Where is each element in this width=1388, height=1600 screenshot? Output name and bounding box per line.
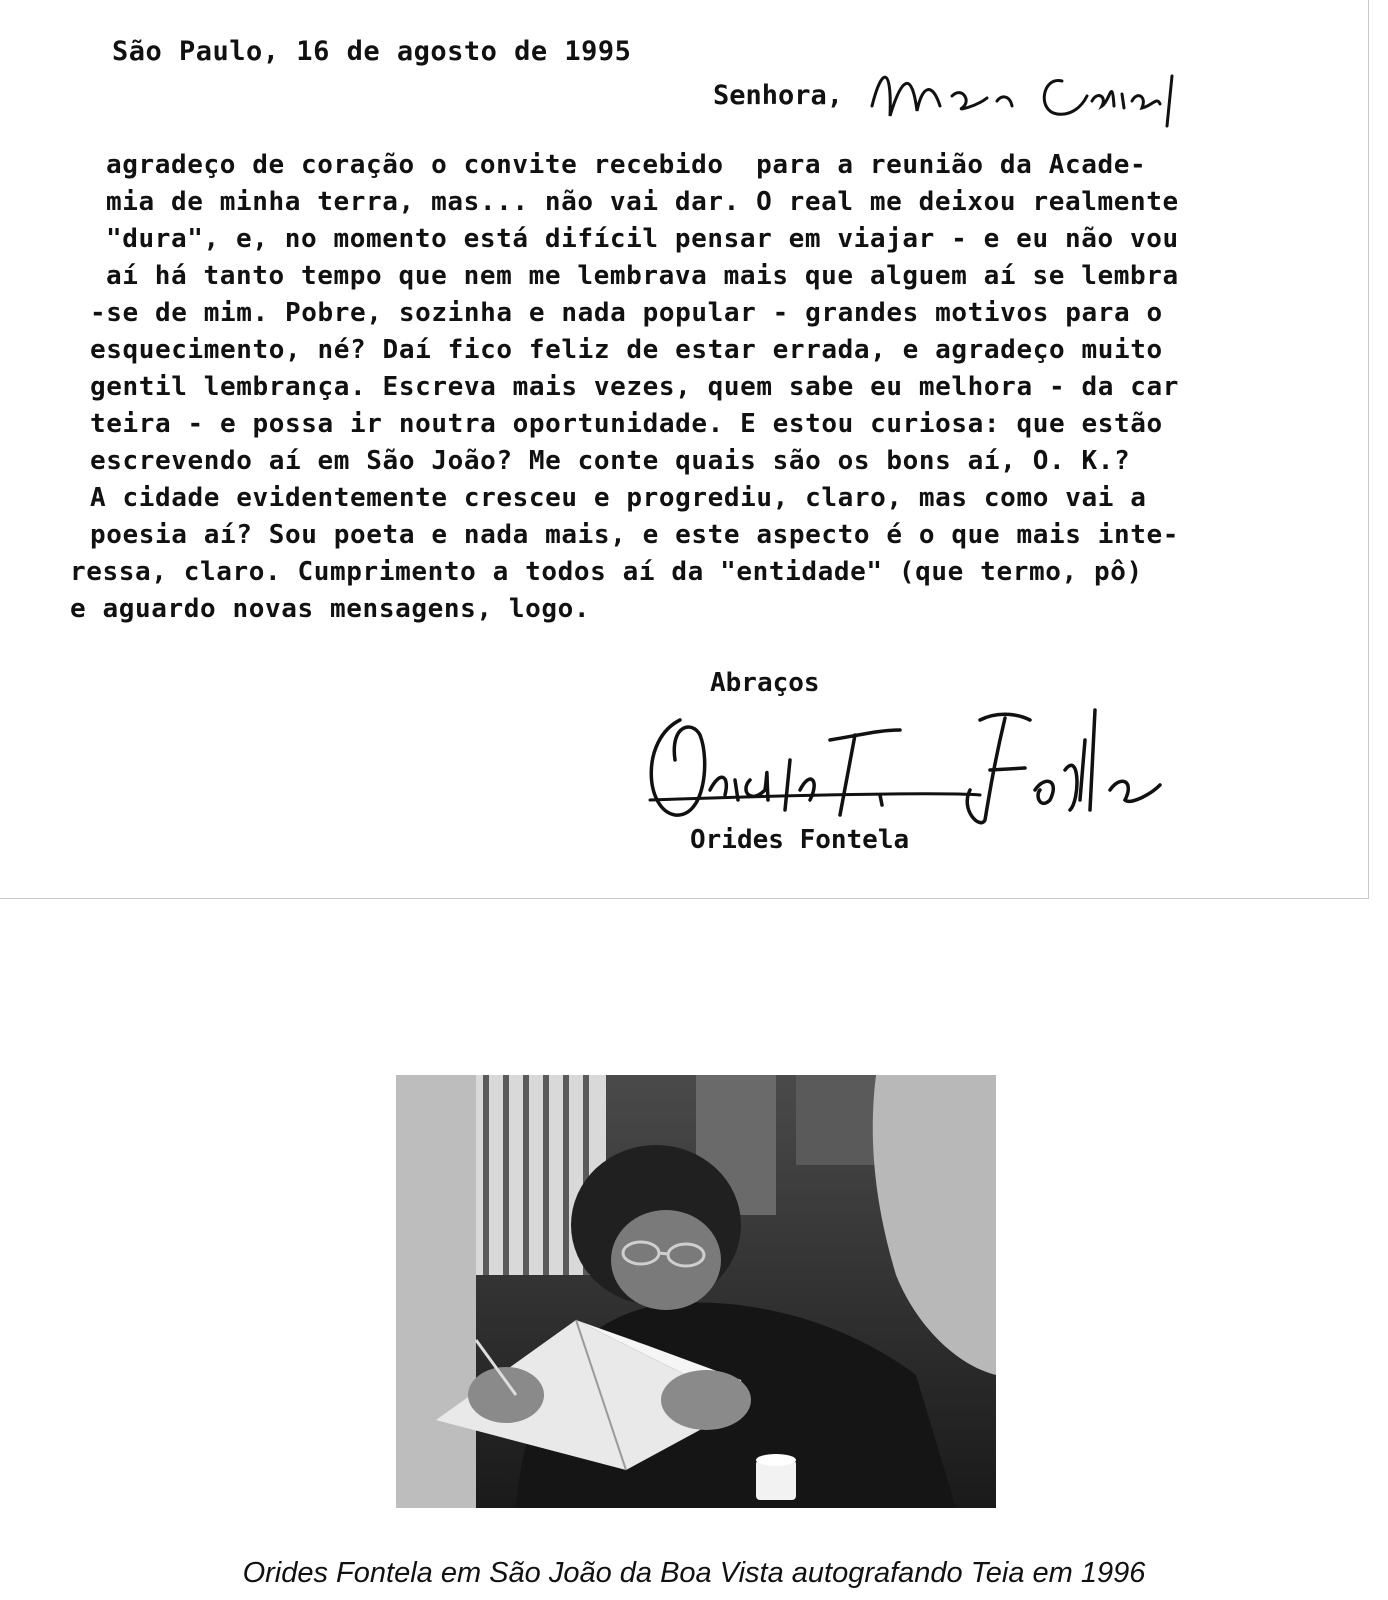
letter-line: A cidade evidentemente cresceu e progrediu, claro, mas como vai a: [90, 483, 1147, 513]
letter-line: esquecimento, né? Daí fico feliz de estar errada, e agradeço muito: [90, 335, 1163, 365]
letter-salutation: Senhora,: [713, 80, 844, 111]
letter-line: "dura", e, no momento está difícil pensar em viajar - e eu não vou: [106, 224, 1179, 254]
letter-line: agradeço de coração o convite recebido para a reunião da Acade-: [106, 150, 1147, 180]
letter-line: poesia aí? Sou poeta e nada mais, e este aspecto é o que mais inte-: [90, 520, 1179, 550]
photograph: [396, 1075, 996, 1508]
handwritten-signature: [640, 700, 1220, 840]
letter-line: aí há tanto tempo que nem me lembrava mais que alguem aí se lembra: [106, 261, 1179, 291]
letter-date: São Paulo, 16 de agosto de 1995: [112, 36, 632, 67]
typed-signature-name: Orides Fontela: [690, 825, 910, 855]
letter-line: ressa, claro. Cumprimento a todos aí da "entidade" (que termo, pô): [70, 557, 1143, 587]
letter-line: -se de mim. Pobre, sozinha e nada popular - grandes motivos para o: [90, 298, 1163, 328]
handwritten-salutation-name: [862, 56, 1202, 136]
letter-line: mia de minha terra, mas... não vai dar. O real me deixou realmente: [106, 187, 1179, 217]
photo-caption: Orides Fontela em São João da Boa Vista autografando Teia em 1996: [242, 1557, 1146, 1589]
letter-line: teira - e possa ir noutra oportunidade. E estou curiosa: que estão: [90, 409, 1163, 439]
letter-line: escrevendo aí em São João? Me conte quais são os bons aí, O. K.?: [90, 446, 1131, 476]
letter-closing: Abraços: [710, 668, 820, 698]
letter-line: gentil lembrança. Escreva mais vezes, quem sabe eu melhora - da car: [90, 372, 1179, 402]
photograph-woman-signing-book-icon: [396, 1075, 996, 1508]
letter-line: e aguardo novas mensagens, logo.: [70, 594, 591, 624]
